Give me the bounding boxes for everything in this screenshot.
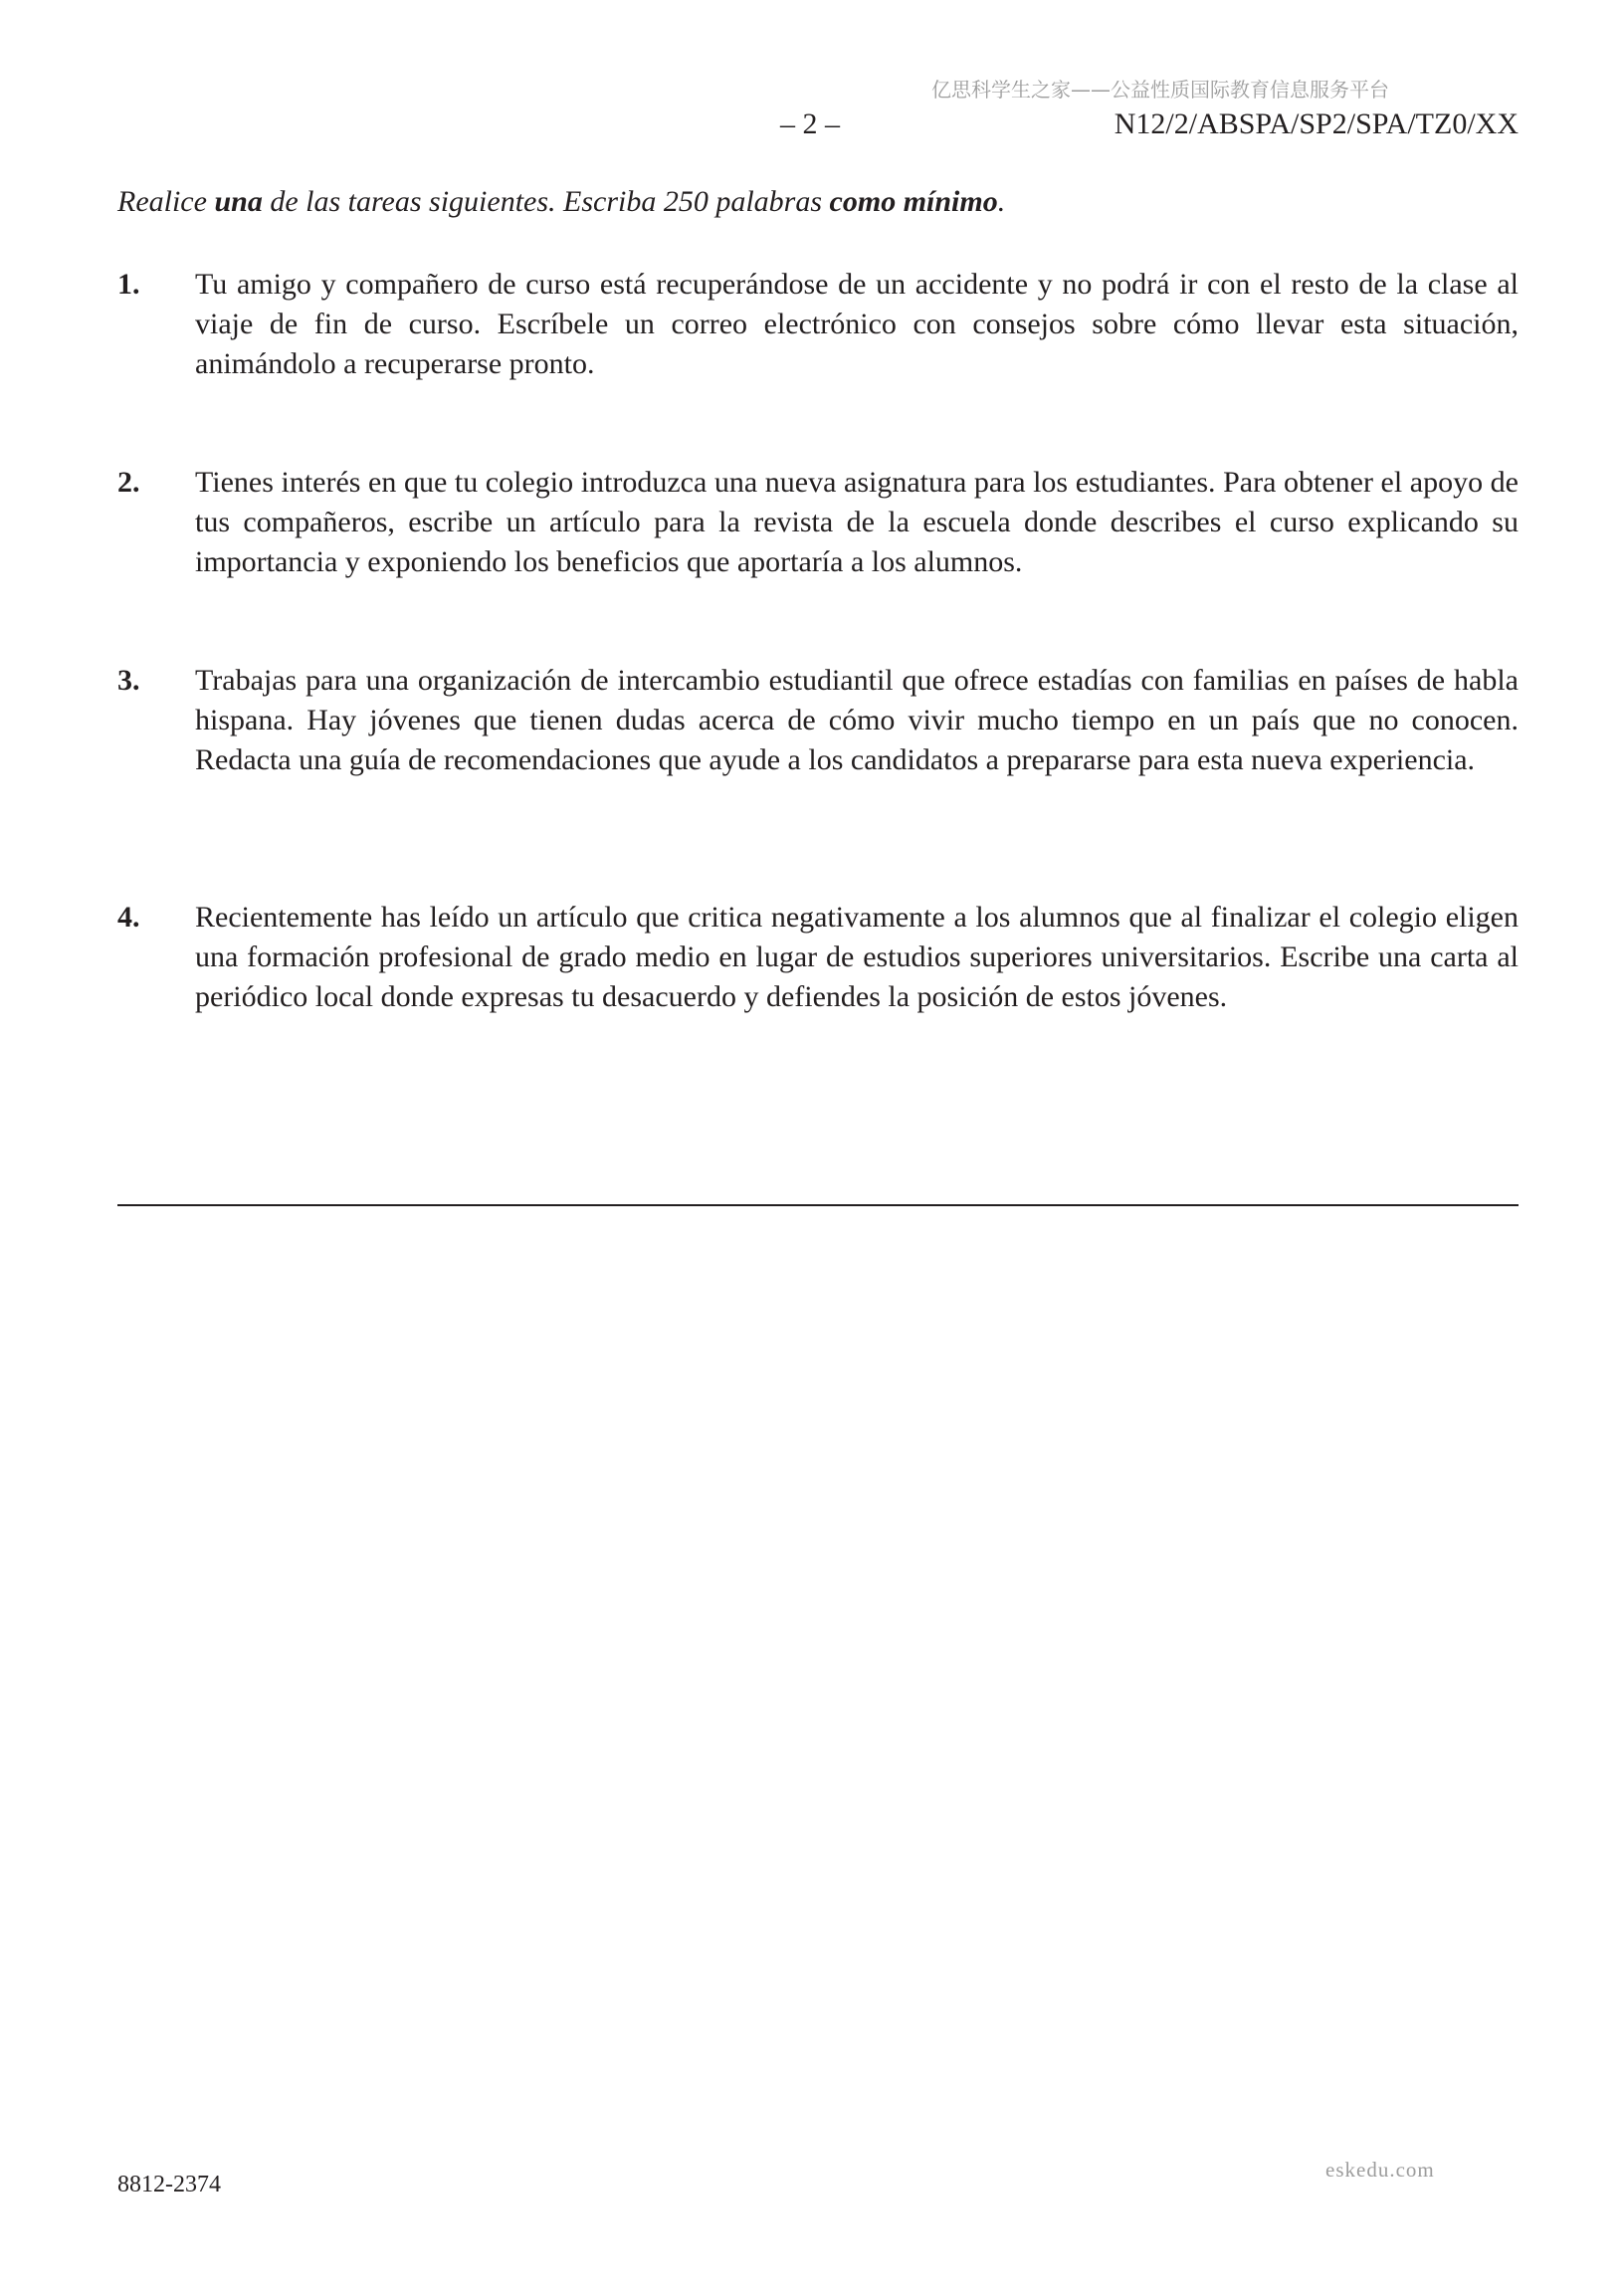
instruction [117,185,1005,219]
instruction-bold-1: una [214,185,263,218]
task-number: 3. [117,664,140,697]
instruction-bold-2: como mínimo [829,185,998,218]
task-number: 4. [117,901,140,934]
task-1 [117,265,1519,384]
task-number: 1. [117,268,140,301]
task-text: Tu amigo y compañero de curso está recuperándose de un accidente y no podrá ir con el resto de la clase al viaje de fin de curso. Escríbele un correo electrónico con consejos sobre cómo llevar esta situación, animándolo a recuperarse pronto. [195,268,1519,380]
instruction-text-2: de las tareas siguientes. Escriba 250 palabras [262,185,830,218]
document-code: N12/2/ABSPA/SP2/SPA/TZ0/XX [1114,107,1519,140]
task-text: Tienes interés en que tu colegio introduzca una nueva asignatura para los estudiantes. Para obtener el apoyo de tus compañeros, escribe un artículo para la revista de la escuela donde describes el curso explicando su importancia y exponiendo los beneficios que aportaría a los alumnos. [195,466,1519,578]
footer-watermark: eskedu.com [1325,2158,1435,2182]
page-number: – 2 – [780,107,840,140]
end-rule [117,1204,1519,1206]
task-3 [117,661,1519,780]
task-number: 2. [117,466,140,499]
task-text: Trabajas para una organización de intercambio estudiantil que ofrece estadías con familias en países de habla hispana. Hay jóvenes que tienen dudas acerca de cómo vivir mucho tiempo en un país que no conocen. Redacta una guía de recomendaciones que ayude a los candidatos a prepararse para esta nueva experiencia. [195,664,1519,776]
task-text: Recientemente has leído un artículo que critica negativamente a los alumnos que al finalizar el colegio eligen una formación profesional de grado medio en lugar de estudios superiores universitarios. Escribe una carta al periódico local donde expresas tu desacuerdo y defiendes la posición de estos jóvenes. [195,901,1519,1013]
footer-code: 8812-2374 [117,2172,221,2197]
instruction-text-1: Realice [117,185,215,218]
instruction-text-3: . [997,185,1006,218]
task-2 [117,463,1519,582]
task-4 [117,898,1519,1017]
header-watermark: 亿思科学生之家——公益性质国际教育信息服务平台 [931,78,1389,102]
